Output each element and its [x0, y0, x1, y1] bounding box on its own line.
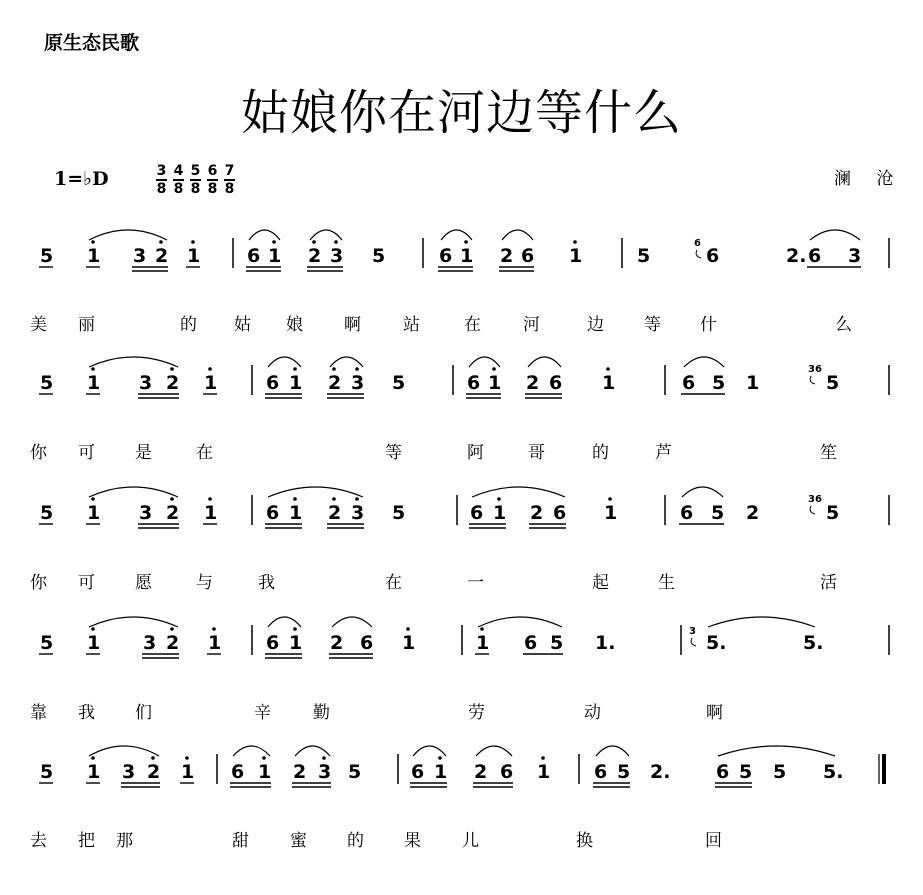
octave-dot: [191, 240, 195, 244]
slur-arc: [268, 617, 301, 627]
time-signature: $\frac{7}{8}$: [224, 163, 235, 197]
jianpu-note: 2.: [650, 761, 671, 783]
lyric-character: 笙: [820, 443, 837, 463]
grace-hook: [696, 250, 701, 258]
jianpu-note: 1: [87, 502, 101, 524]
jianpu-note: 6: [716, 761, 730, 783]
jianpu-note: 1: [493, 502, 507, 524]
slur-arc: [89, 487, 178, 497]
lyric-character: 活: [820, 573, 837, 593]
jianpu-note: 6: [500, 761, 514, 783]
lyric-character: 我: [78, 703, 95, 723]
grace-note: 6: [694, 238, 701, 249]
jianpu-note: 1: [87, 761, 101, 783]
jianpu-note: 1: [258, 761, 272, 783]
jianpu-note: 5: [712, 372, 726, 394]
lyric-character: 辛: [254, 703, 271, 723]
lyric-character: 勤: [313, 703, 330, 723]
octave-dot: [332, 497, 336, 501]
slur-arc: [330, 357, 363, 367]
lyric-character: 在: [464, 315, 481, 335]
octave-dot: [262, 756, 266, 760]
lyric-character: 在: [196, 443, 213, 463]
slur-arc: [89, 617, 178, 627]
lyric-character: 的: [592, 443, 609, 463]
grace-note: 36: [808, 364, 822, 375]
octave-dot: [497, 497, 501, 501]
octave-dot: [355, 367, 359, 371]
jianpu-note: 1: [537, 761, 551, 783]
jianpu-note: 6: [682, 372, 696, 394]
lyric-character: 么: [835, 315, 852, 335]
jianpu-note: 3: [351, 372, 365, 394]
slur-arc: [682, 487, 723, 497]
jianpu-note: 1: [604, 502, 618, 524]
jianpu-note: 2: [330, 632, 344, 654]
jianpu-note: 1: [289, 632, 303, 654]
jianpu-note: 6: [594, 761, 608, 783]
lyric-character: 啊: [344, 315, 361, 335]
jianpu-note: 2: [166, 502, 180, 524]
jianpu-note: 1: [268, 245, 282, 267]
jianpu-note: 1: [187, 245, 201, 267]
slur-arc: [249, 230, 280, 240]
jianpu-note: 1.: [595, 632, 616, 654]
jianpu-note: 5: [773, 761, 787, 783]
jianpu-note: 6: [553, 502, 567, 524]
lyric-character: 我: [258, 573, 275, 593]
song-title: 姑娘你在河边等什么: [240, 85, 682, 141]
jianpu-note: 1: [87, 632, 101, 654]
lyric-character: 你: [30, 443, 47, 463]
jianpu-note: 2: [147, 761, 161, 783]
octave-dot: [322, 756, 326, 760]
lyric-character: 儿: [462, 831, 479, 851]
lyric-character: 甜: [232, 831, 249, 851]
octave-dot: [91, 627, 95, 631]
jianpu-note: 2: [166, 372, 180, 394]
octave-dot: [608, 497, 612, 501]
slur-arc: [89, 357, 178, 367]
jianpu-note: 2: [308, 245, 322, 267]
lyric-character: 等: [644, 315, 661, 335]
jianpu-note: 1: [289, 372, 303, 394]
octave-dot: [312, 240, 316, 244]
lyric-character: 们: [135, 703, 152, 723]
jianpu-note: 5: [40, 502, 54, 524]
octave-dot: [480, 627, 484, 631]
grace-hook: [691, 638, 696, 646]
lyric-character: 动: [584, 703, 601, 723]
jianpu-note: 1: [402, 632, 416, 654]
jianpu-note: 6: [470, 502, 484, 524]
lyric-character: 站: [403, 315, 420, 335]
jianpu-note: 2: [526, 372, 540, 394]
lyric-character: 回: [705, 831, 722, 851]
jianpu-note: 6: [247, 245, 261, 267]
lyric-character: 的: [347, 831, 364, 851]
lyric-character: 起: [592, 573, 609, 593]
lyric-character: 河: [523, 315, 540, 335]
time-signature: $\frac{4}{8}$: [173, 163, 184, 197]
jianpu-note: 6: [524, 632, 538, 654]
slur-arc: [476, 746, 512, 756]
jianpu-note: 1: [87, 245, 101, 267]
key-signature: 1=♭D: [54, 168, 109, 190]
octave-dot: [355, 497, 359, 501]
jianpu-note: 5: [40, 245, 54, 267]
jianpu-note: 5: [637, 245, 651, 267]
jianpu-note: 5: [550, 632, 564, 654]
lyric-character: 生: [658, 573, 675, 593]
lyric-character: 美: [30, 315, 47, 335]
time-signature: $\frac{5}{8}$: [190, 163, 201, 197]
lyric-character: 果: [404, 831, 421, 851]
jianpu-note: 5.: [706, 632, 727, 654]
jianpu-note: 2: [746, 502, 760, 524]
grace-note: 3: [689, 626, 696, 637]
octave-dot: [541, 756, 545, 760]
jianpu-note: 6: [549, 372, 563, 394]
jianpu-note: 5: [826, 502, 840, 524]
grace-hook: [810, 506, 815, 514]
octave-dot: [212, 627, 216, 631]
jianpu-note: 5: [711, 502, 725, 524]
genre-label: 原生态民歌: [44, 32, 140, 54]
jianpu-note: 5.: [823, 761, 844, 783]
octave-dot: [438, 756, 442, 760]
grace-note: 36: [808, 494, 822, 505]
jianpu-note: 6: [266, 632, 280, 654]
lyric-character: 可: [78, 443, 95, 463]
octave-dot: [91, 497, 95, 501]
octave-dot: [293, 497, 297, 501]
lyric-character: 姑: [234, 315, 251, 335]
lyric-character: 与: [196, 573, 213, 593]
octave-dot: [170, 627, 174, 631]
octave-dot: [573, 240, 577, 244]
lyric-character: 娘: [286, 315, 303, 335]
octave-dot: [332, 367, 336, 371]
jianpu-note: 5: [826, 372, 840, 394]
lyric-character: 丽: [78, 315, 95, 335]
lyric-character: 把: [78, 831, 95, 851]
lyric-character: 愿: [135, 573, 152, 593]
slur-arc: [502, 230, 533, 240]
jianpu-note: 6: [706, 245, 720, 267]
slur-arc: [268, 357, 301, 367]
lyric-character: 去: [30, 831, 47, 851]
jianpu-note: 2: [328, 372, 342, 394]
octave-dot: [170, 367, 174, 371]
jianpu-note: 6: [231, 761, 245, 783]
octave-dot: [272, 240, 276, 244]
jianpu-note: 1: [746, 372, 760, 394]
slur-arc: [268, 487, 363, 497]
lyric-character: 在: [385, 573, 402, 593]
jianpu-note: 5: [372, 245, 386, 267]
octave-dot: [170, 497, 174, 501]
slur-arc: [413, 746, 446, 756]
jianpu-note: 2: [500, 245, 514, 267]
lyric-character: 什: [700, 315, 717, 335]
jianpu-note: 5: [348, 761, 362, 783]
jianpu-note: 1: [602, 372, 616, 394]
jianpu-note: 3: [143, 632, 157, 654]
lyric-character: 你: [30, 573, 47, 593]
jianpu-note: 5: [40, 632, 54, 654]
lyric-character: 等: [385, 443, 402, 463]
octave-dot: [293, 367, 297, 371]
jianpu-note: 6: [467, 372, 481, 394]
slur-arc: [89, 746, 159, 756]
jianpu-note: 1: [460, 245, 474, 267]
lyric-character: 阿: [467, 443, 484, 463]
slur-arc: [295, 746, 330, 756]
jianpu-note: 3: [351, 502, 365, 524]
jianpu-note: 3: [139, 502, 153, 524]
jianpu-note: 1: [204, 372, 218, 394]
octave-dot: [159, 240, 163, 244]
jianpu-note: 1: [208, 632, 222, 654]
lyric-character: 是: [135, 443, 152, 463]
octave-dot: [208, 367, 212, 371]
jianpu-note: 2: [530, 502, 544, 524]
jianpu-note: 5: [617, 761, 631, 783]
jianpu-note: 6: [360, 632, 374, 654]
lyric-character: 哥: [528, 443, 545, 463]
octave-dot: [406, 627, 410, 631]
slur-arc: [89, 230, 167, 240]
jianpu-note: 5: [739, 761, 753, 783]
jianpu-note: 3: [139, 372, 153, 394]
jianpu-note: 1: [434, 761, 448, 783]
slur-arc: [684, 357, 724, 367]
octave-dot: [151, 756, 155, 760]
jianpu-note: 2.: [786, 245, 807, 267]
octave-dot: [492, 367, 496, 371]
slur-arc: [478, 617, 562, 627]
jianpu-note: 1: [569, 245, 583, 267]
octave-dot: [91, 756, 95, 760]
jianpu-note: 1: [289, 502, 303, 524]
jianpu-note: 1: [181, 761, 195, 783]
lyric-character: 的: [180, 315, 197, 335]
jianpu-note: 1: [476, 632, 490, 654]
jianpu-note: 1: [488, 372, 502, 394]
slur-arc: [528, 357, 561, 367]
jianpu-note: 3: [122, 761, 136, 783]
lyric-character: 可: [78, 573, 95, 593]
octave-dot: [91, 240, 95, 244]
jianpu-note: 5.: [803, 632, 824, 654]
jianpu-note: 2: [293, 761, 307, 783]
slur-arc: [469, 357, 500, 367]
jianpu-note: 3: [318, 761, 332, 783]
jianpu-note: 6: [521, 245, 535, 267]
slur-arc: [233, 746, 270, 756]
slur-arc: [441, 230, 472, 240]
jianpu-note: 2: [474, 761, 488, 783]
octave-dot: [185, 756, 189, 760]
jianpu-note: 2: [166, 632, 180, 654]
lyric-character: 边: [587, 315, 604, 335]
lyric-character: 靠: [30, 703, 47, 723]
lyric-character: 蜜: [290, 831, 307, 851]
jianpu-note: 5: [392, 372, 406, 394]
jianpu-note: 1: [87, 372, 101, 394]
jianpu-note: 6: [680, 502, 694, 524]
slur-arc: [718, 746, 835, 756]
slur-arc: [810, 230, 860, 240]
jianpu-note: 5: [392, 502, 406, 524]
slur-arc: [596, 746, 629, 756]
jianpu-note: 2: [155, 245, 169, 267]
octave-dot: [464, 240, 468, 244]
slur-arc: [332, 617, 372, 627]
lyric-character: 那: [116, 831, 133, 851]
jianpu-note: 5: [40, 372, 54, 394]
time-signature: $\frac{6}{8}$: [207, 163, 218, 197]
grace-hook: [810, 376, 815, 384]
lyric-character: 劳: [468, 703, 485, 723]
lyric-character: 芦: [655, 443, 672, 463]
slur-arc: [310, 230, 342, 240]
jianpu-note: 6: [266, 372, 280, 394]
octave-dot: [91, 367, 95, 371]
composer-credit: 澜 沧: [834, 169, 904, 189]
time-signature: $\frac{3}{8}$: [156, 163, 167, 197]
slur-arc: [472, 487, 565, 497]
lyric-character: 啊: [706, 703, 723, 723]
jianpu-note: 3: [848, 245, 862, 267]
octave-dot: [334, 240, 338, 244]
jianpu-note: 5: [40, 761, 54, 783]
jianpu-note: 2: [328, 502, 342, 524]
jianpu-note: 6: [411, 761, 425, 783]
octave-dot: [293, 627, 297, 631]
jianpu-note: 3: [133, 245, 147, 267]
slur-arc: [708, 617, 815, 627]
jianpu-note: 3: [330, 245, 344, 267]
jianpu-note: 6: [266, 502, 280, 524]
jianpu-note: 6: [808, 245, 822, 267]
octave-dot: [208, 497, 212, 501]
lyric-character: 一: [467, 573, 484, 593]
jianpu-note: 6: [439, 245, 453, 267]
jianpu-note: 1: [204, 502, 218, 524]
lyric-character: 换: [576, 831, 593, 851]
octave-dot: [606, 367, 610, 371]
